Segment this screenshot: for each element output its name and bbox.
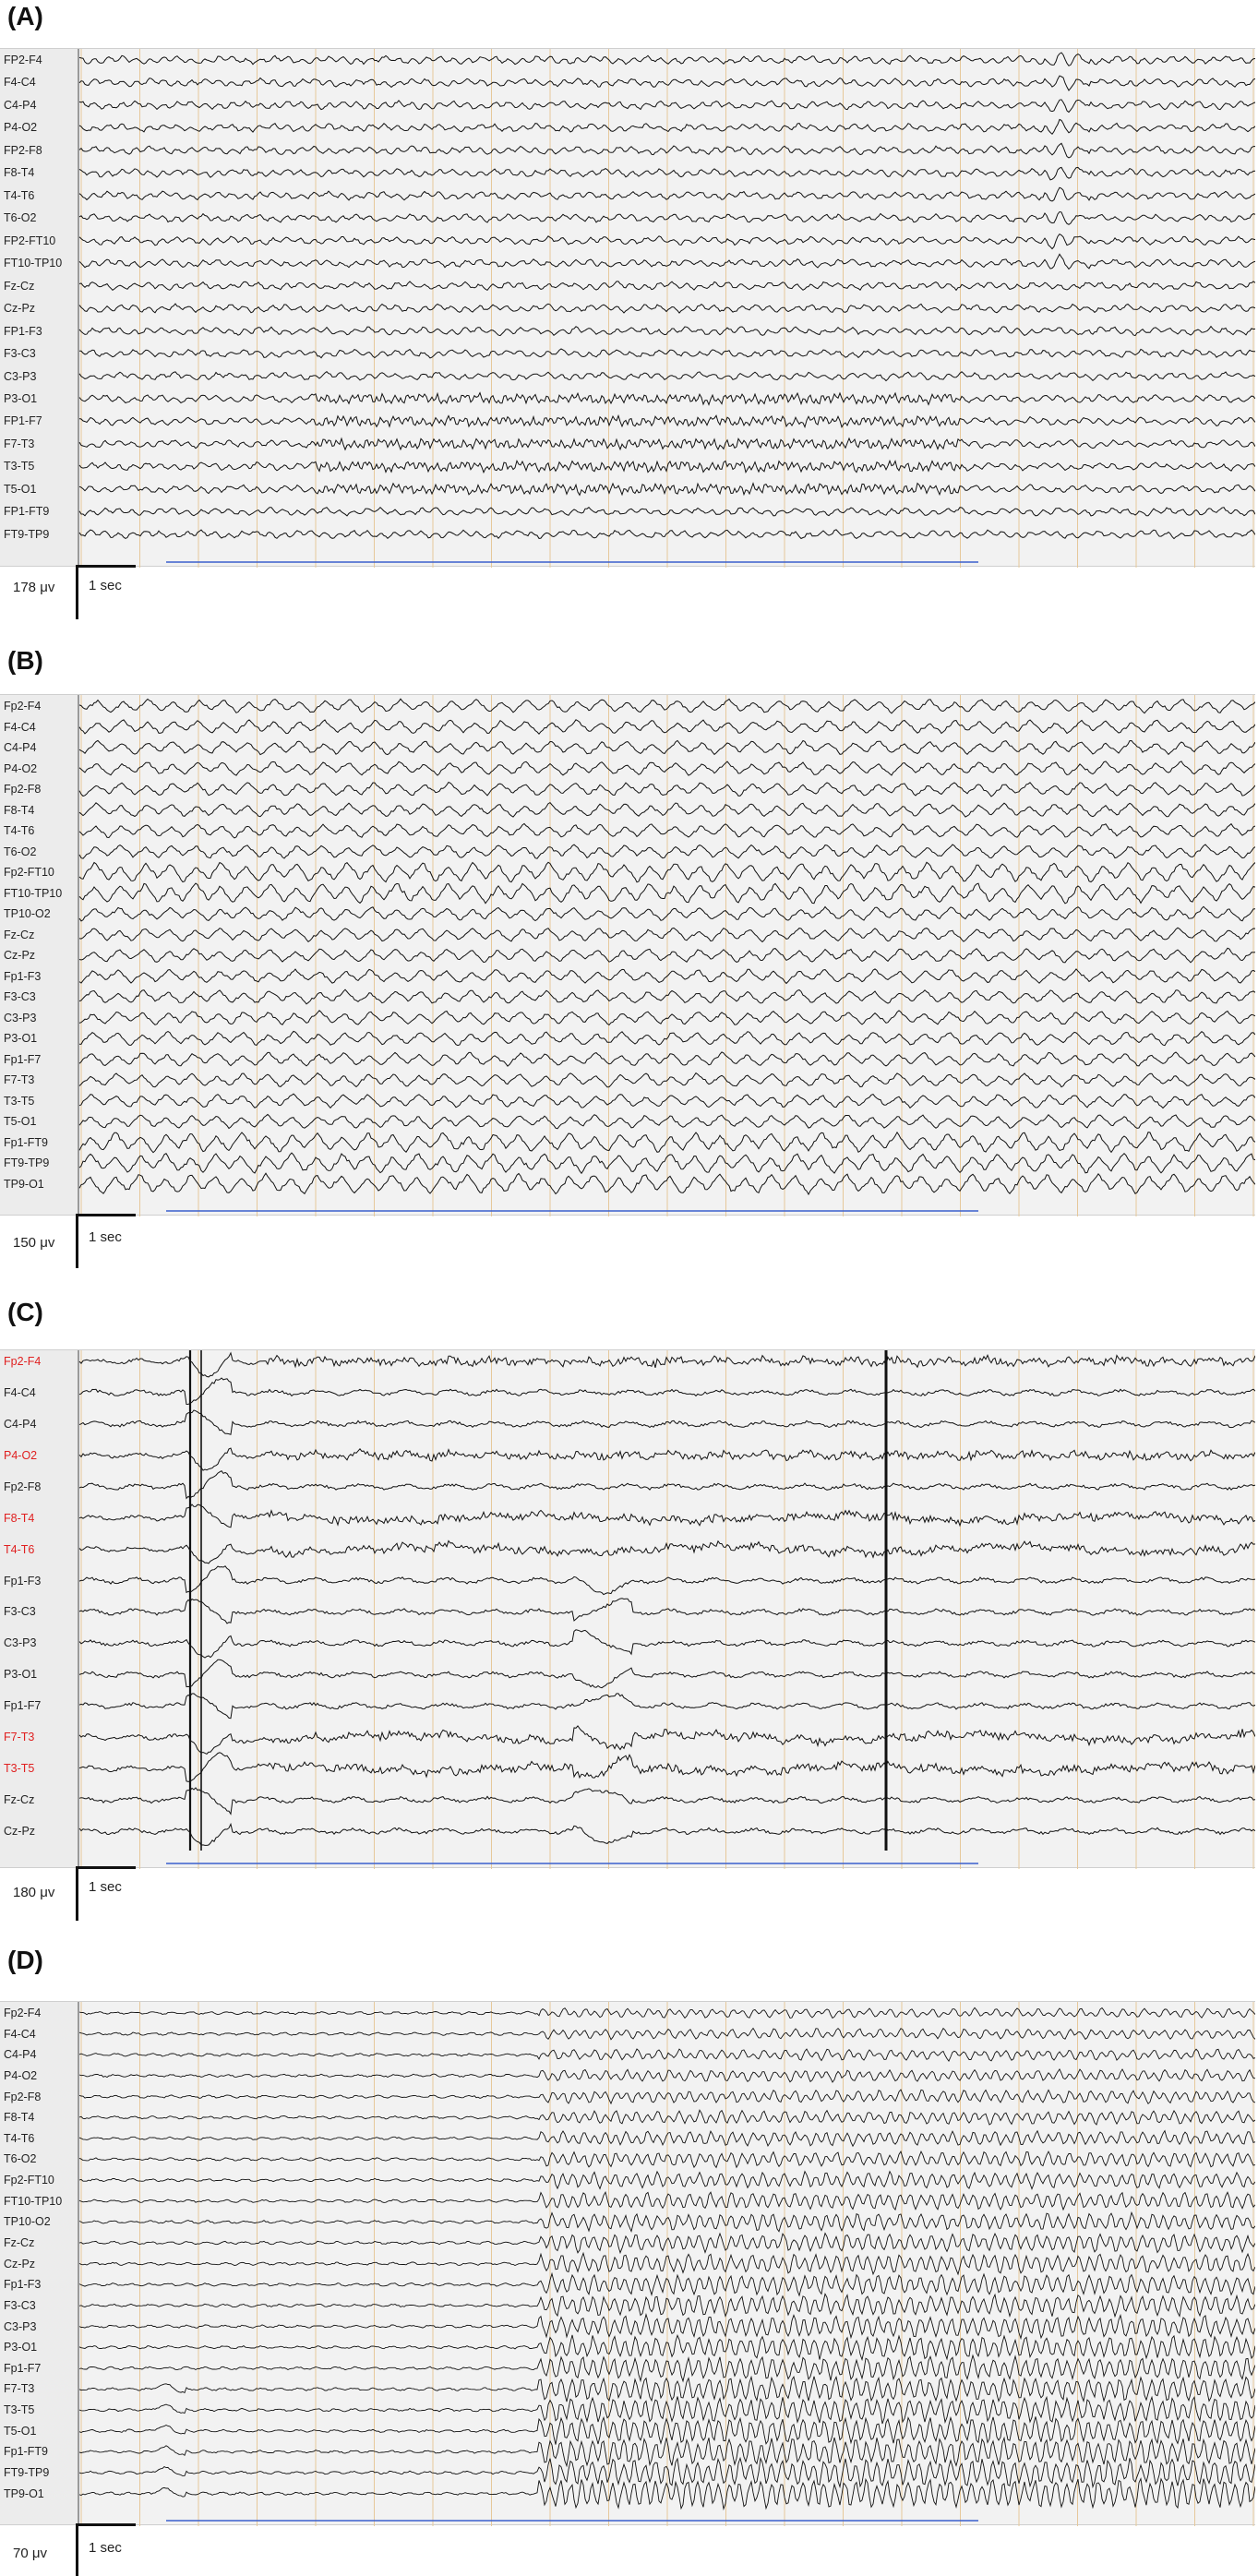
eeg-traces (0, 2002, 1255, 2526)
channel-label: TP9-O1 (4, 1177, 44, 1191)
channel-label: Fp2-F8 (4, 1480, 42, 1493)
channel-label: F3-C3 (4, 990, 36, 1004)
channel-label: TP10-O2 (4, 2215, 51, 2229)
amplitude-scale-label: 180 μv (13, 1885, 55, 1900)
channel-label: Fp2-F8 (4, 783, 42, 797)
channel-label: T6-O2 (4, 211, 37, 225)
channel-label: F8-T4 (4, 1511, 35, 1525)
panel-label: (B) (7, 646, 43, 675)
channel-label: P3-O1 (4, 391, 38, 405)
channel-label: C4-P4 (4, 2048, 37, 2062)
channel-label: P3-O1 (4, 1668, 38, 1682)
time-scale-label: 1 sec (89, 578, 122, 593)
channel-label: FT9-TP9 (4, 527, 50, 541)
channel-label: F8-T4 (4, 803, 35, 817)
channel-label: T5-O1 (4, 2424, 37, 2438)
channel-label: F3-C3 (4, 347, 36, 361)
channel-label: Fz-Cz (4, 279, 35, 293)
channel-label: FP1-F3 (4, 324, 42, 338)
channel-label: Fp1-F3 (4, 2278, 42, 2292)
channel-label: FT10-TP10 (4, 257, 63, 270)
channel-label: Cz-Pz (4, 949, 36, 963)
channel-label: FP1-FT9 (4, 505, 50, 519)
amplitude-scale-label: 70 μv (13, 2546, 47, 2561)
channel-label: Fp1-FT9 (4, 1135, 48, 1149)
channel-label: T6-O2 (4, 2152, 37, 2166)
channel-label: C3-P3 (4, 369, 37, 383)
channel-label: F3-C3 (4, 2298, 36, 2312)
panel-label: (D) (7, 1946, 43, 1974)
channel-label: F4-C4 (4, 76, 36, 90)
channel-label: Cz-Pz (4, 302, 36, 316)
channel-label: T4-T6 (4, 2131, 35, 2145)
eeg-trace-area (0, 2001, 1255, 2525)
channel-label: Fz-Cz (4, 1793, 35, 1807)
eeg-trace-area (0, 694, 1255, 1216)
channel-label: FT10-TP10 (4, 886, 63, 900)
channel-label: Fz-Cz (4, 2236, 35, 2250)
channel-label: F4-C4 (4, 2027, 36, 2041)
panel-label: (A) (7, 2, 43, 30)
channel-label: Fp2-F4 (4, 700, 42, 713)
channel-label: P4-O2 (4, 761, 38, 775)
channel-label: C3-P3 (4, 1011, 37, 1024)
channel-label: TP10-O2 (4, 907, 51, 921)
eeg-traces (0, 49, 1255, 568)
eeg-traces (0, 1350, 1255, 1869)
channel-label: Fp2-F4 (4, 1355, 42, 1368)
channel-label: FT9-TP9 (4, 1156, 50, 1170)
channel-label: P4-O2 (4, 1448, 38, 1462)
channel-label: Fz-Cz (4, 928, 35, 941)
channel-label: C4-P4 (4, 98, 37, 112)
eeg-trace-area (0, 48, 1255, 567)
channel-label: FP2-FT10 (4, 234, 56, 247)
channel-label: F7-T3 (4, 1073, 35, 1087)
time-scale-label: 1 sec (89, 1879, 122, 1895)
channel-label: FP1-F7 (4, 414, 42, 428)
channel-label: P3-O1 (4, 1032, 38, 1046)
eeg-traces (0, 695, 1255, 1216)
channel-label: F4-C4 (4, 1385, 36, 1399)
channel-label: C3-P3 (4, 2319, 37, 2333)
eeg-trace-area (0, 1349, 1255, 1868)
channel-label: F4-C4 (4, 720, 36, 734)
channel-label: T4-T6 (4, 824, 35, 838)
channel-label: Fp1-F7 (4, 1699, 42, 1713)
channel-label: F7-T3 (4, 437, 35, 450)
channel-label: FT9-TP9 (4, 2466, 50, 2480)
channel-label: T4-T6 (4, 1542, 35, 1556)
channel-label: F7-T3 (4, 1731, 35, 1744)
channel-label: T4-T6 (4, 188, 35, 202)
channel-label: T3-T5 (4, 460, 35, 473)
channel-label: T3-T5 (4, 2403, 35, 2417)
channel-label: Fp1-F3 (4, 1574, 42, 1588)
channel-label: T6-O2 (4, 845, 37, 858)
channel-label: Fp1-F3 (4, 969, 42, 983)
channel-label: FP2-F4 (4, 54, 42, 66)
channel-label: P4-O2 (4, 121, 38, 135)
channel-label: T5-O1 (4, 1115, 37, 1129)
channel-label: Fp2-F8 (4, 2090, 42, 2103)
channel-label: T3-T5 (4, 1094, 35, 1108)
channel-label: C4-P4 (4, 741, 37, 755)
channel-label: Fp1-FT9 (4, 2445, 48, 2459)
channel-label: F7-T3 (4, 2382, 35, 2396)
channel-label: Cz-Pz (4, 1825, 36, 1839)
channel-label: Fp1-F7 (4, 1052, 42, 1066)
channel-label: TP9-O1 (4, 2486, 44, 2500)
amplitude-scale-label: 178 μv (13, 580, 55, 595)
amplitude-scale-label: 150 μv (13, 1235, 55, 1251)
channel-label: Fp2-FT10 (4, 2174, 54, 2187)
channel-label: Fp1-F7 (4, 2361, 42, 2375)
channel-label: T3-T5 (4, 1762, 35, 1776)
panel-label: (C) (7, 1298, 43, 1326)
channel-label: Cz-Pz (4, 2257, 36, 2270)
channel-label: F3-C3 (4, 1605, 36, 1619)
channel-label: F8-T4 (4, 2111, 35, 2125)
channel-label: Fp2-FT10 (4, 866, 54, 880)
channel-label: P4-O2 (4, 2068, 38, 2082)
panel-a (0, 0, 1258, 595)
time-scale-label: 1 sec (89, 1229, 122, 1245)
channel-label: FT10-TP10 (4, 2194, 63, 2208)
channel-label: T5-O1 (4, 482, 37, 496)
channel-label: F8-T4 (4, 166, 35, 180)
channel-label: C4-P4 (4, 1417, 37, 1431)
channel-label: C3-P3 (4, 1636, 37, 1650)
channel-label: Fp2-F4 (4, 2007, 42, 2019)
channel-label: FP2-F8 (4, 143, 42, 157)
channel-label: P3-O1 (4, 2341, 38, 2354)
time-scale-label: 1 sec (89, 2540, 122, 2556)
